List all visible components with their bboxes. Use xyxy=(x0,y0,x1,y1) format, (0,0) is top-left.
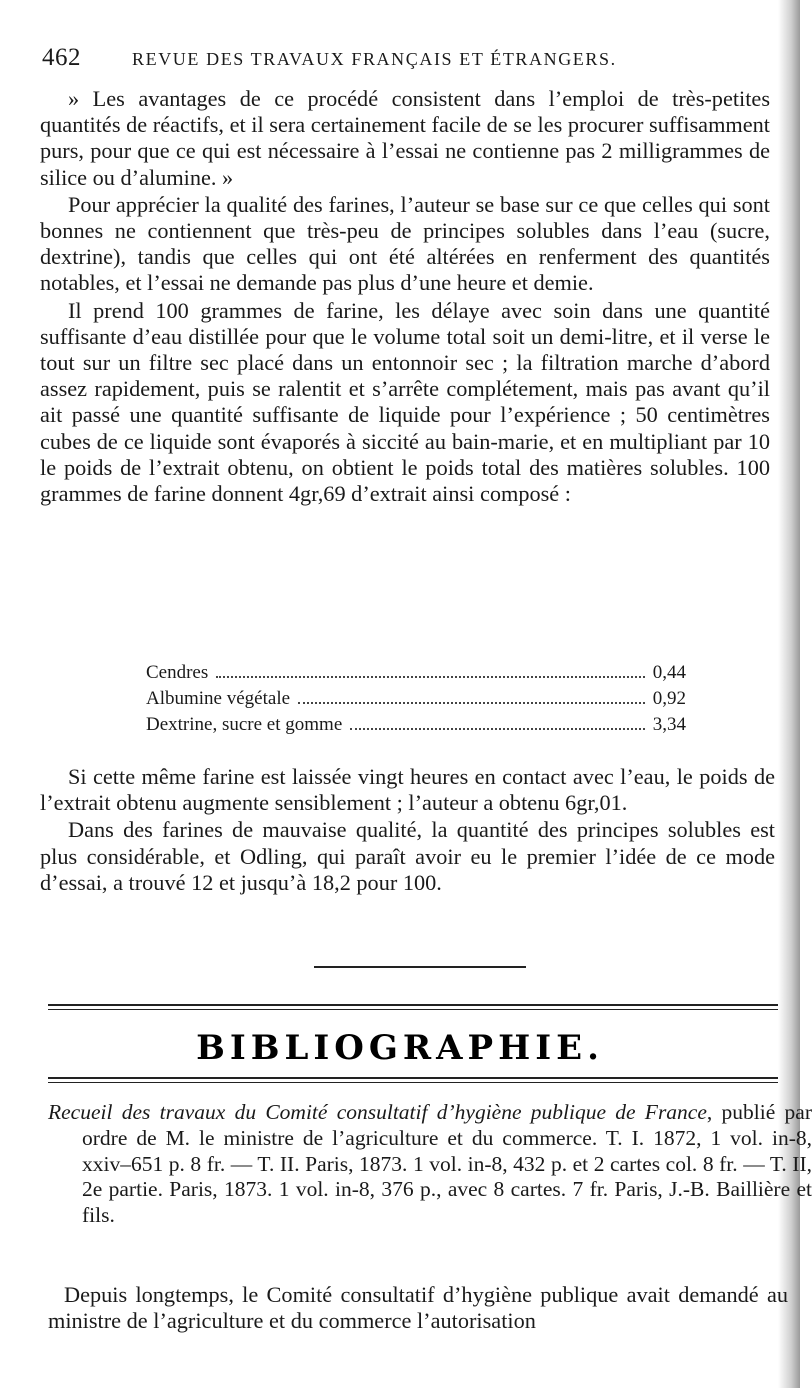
table-row xyxy=(146,660,686,686)
row-label: Cendres xyxy=(146,662,209,683)
section-divider-top xyxy=(48,1004,778,1006)
row-label: Albumine végétale xyxy=(146,688,291,709)
page-number: 462 xyxy=(42,44,81,71)
composition-table xyxy=(146,660,686,738)
section-divider-short xyxy=(314,966,526,968)
paragraph: Si cette même farine est laissée vingt heures en contact avec l’eau, le poids de l’extrait obtenu augmente sensiblement ; l’auteur a obtenu 6gr,01. xyxy=(40,764,775,816)
row-label: Dextrine, sucre et gomme xyxy=(146,714,343,735)
section-title: BIBLIOGRAPHIE. xyxy=(196,1028,604,1068)
main-text-continued xyxy=(40,764,775,896)
main-text xyxy=(40,86,770,507)
reference-title: Recueil des travaux du Comité consultatif d’hygiène publique de France xyxy=(48,1100,707,1124)
reference-details: , publié par ordre de M. le ministre de l’agriculture et du commerce. T. I. 1872, 1 vol. in-8, xxiv–651 p. 8 fr. — T. II. Paris, 1873. 1 vol. in-8, 432 p. et 2 cartes col. 8 fr. — T. II, 2e partie. Paris, 1873. 1 vol. in-8, 376 p., avec 8 cartes. 7 fr. Paris, J.-B. Baillière et fils. xyxy=(82,1100,812,1228)
paragraph: Depuis longtemps, le Comité consultatif d’hygiène publique avait demandé au ministre de l’agriculture et du commerce l’autorisation xyxy=(48,1282,788,1334)
section-divider-bottom-thin xyxy=(48,1082,778,1083)
running-title: REVUE DES TRAVAUX FRANÇAIS ET ÉTRANGERS. xyxy=(132,49,617,69)
row-value: 0,44 xyxy=(652,662,686,683)
paragraph: Il prend 100 grammes de farine, les délaye avec soin dans une quantité suffisante d’eau distillée pour que le volume total soit un demi-litre, et il verse le tout sur un filtre sec placé dans un entonnoir sec ; la filtration marche d’abord assez rapidement, puis se ralentit et s’arrête complétement, mais pas avant qu’il ait passé une quantité suffisante de liquide pour l’expérience ; 50 centimètres cubes de ce liquide sont évaporés à siccité au bain-marie, et en multipliant par 10 le poids de l’extrait obtenu, on obtient le poids total des matières solubles. 100 grammes de farine donnent 4gr,69 d’extrait ainsi composé : xyxy=(40,297,770,507)
bibliography-entry xyxy=(48,1100,812,1229)
page-header xyxy=(42,44,682,76)
paragraph: Pour apprécier la qualité des farines, l’auteur se base sur ce que celles qui sont bonnes ne contiennent que très-peu de principes solubles dans l’eau (sucre, dextrine), tandis que celles qui ont été altérées en renferment des quantités notables, et l’essai ne demande pas plus d’une heure et demie. xyxy=(40,191,770,296)
paragraph: » Les avantages de ce procédé consistent dans l’emploi de très-petites quantités de réactifs, et il sera certainement facile de se les procurer suffisamment purs, pour que ce qui est nécessaire à l’essai ne contienne pas 2 milligrammes de silice ou d’alumine. » xyxy=(40,86,770,190)
section-divider-bottom xyxy=(48,1077,778,1079)
dot-leader xyxy=(216,676,644,678)
row-value: 3,34 xyxy=(652,714,686,735)
dot-leader xyxy=(298,702,645,704)
dot-leader xyxy=(350,728,644,730)
table-row xyxy=(146,686,686,712)
paragraph: Dans des farines de mauvaise qualité, la quantité des principes solubles est plus considérable, et Odling, qui paraît avoir eu le premier l’idée de ce mode d’essai, a trouvé 12 et jusqu’à 18,2 pour 100. xyxy=(40,817,775,895)
section-divider-top-thin xyxy=(48,1009,778,1010)
table-row xyxy=(146,712,686,738)
row-value: 0,92 xyxy=(652,688,686,709)
